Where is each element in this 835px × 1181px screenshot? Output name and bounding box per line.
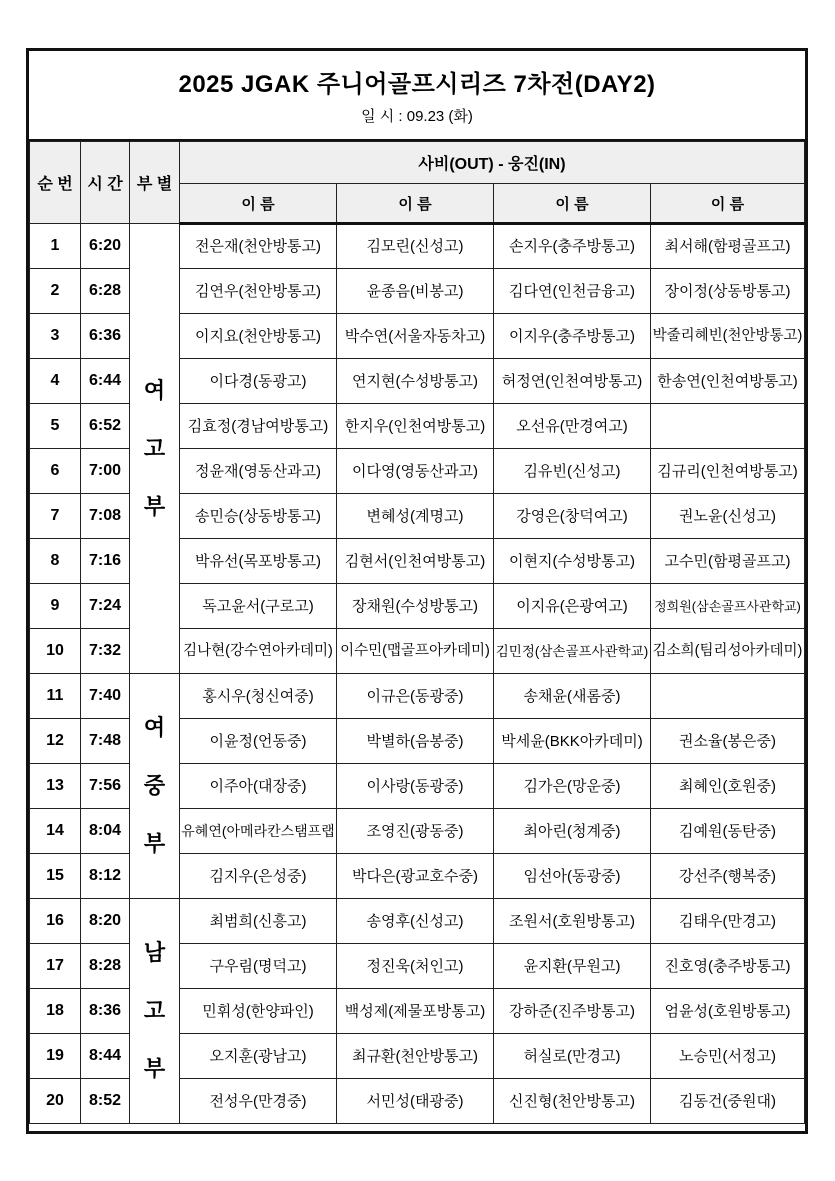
player-cell	[337, 314, 494, 359]
player-name: 김태우(만경고)	[679, 912, 776, 930]
seq-cell: 12	[30, 719, 81, 764]
seq-cell: 6	[30, 449, 81, 494]
player-cell	[651, 404, 805, 449]
player-cell	[180, 224, 337, 269]
player-name: 김현서(인천여방통고)	[344, 552, 486, 570]
player-cell	[494, 899, 651, 944]
division-char: 여	[143, 715, 166, 740]
player-name: 전성우(만경중)	[209, 1092, 307, 1110]
player-cell	[494, 764, 651, 809]
player-cell	[494, 539, 651, 584]
player-cell	[180, 269, 337, 314]
player-name: 김예원(동탄중)	[679, 822, 776, 840]
player-cell	[180, 854, 337, 899]
player-name: 조원서(호원방통고)	[509, 912, 635, 930]
table-row	[30, 224, 805, 269]
seq-cell: 2	[30, 269, 81, 314]
player-name: 김규리(인천여방통고)	[657, 462, 798, 480]
seq-cell: 4	[30, 359, 81, 404]
player-name: 김소희(팀리성아카데미)	[652, 642, 803, 659]
division-char: 여	[143, 377, 166, 403]
player-name: 독고윤서(구로고)	[202, 597, 314, 615]
player-cell	[651, 224, 805, 269]
player-cell	[494, 359, 651, 404]
division-cell-boys-high	[130, 899, 180, 1124]
seq-cell: 10	[30, 629, 81, 674]
time-cell: 6:36	[81, 314, 130, 359]
player-name: 전은재(천안방통고)	[195, 238, 321, 255]
player-name: 홍시우(청신여중)	[202, 687, 314, 705]
player-name: 박별하(음봉중)	[366, 732, 464, 750]
player-cell	[180, 719, 337, 764]
seq-cell: 18	[30, 989, 81, 1034]
table-body	[30, 224, 805, 1124]
player-name: 권노윤(신성고)	[679, 507, 776, 525]
player-cell	[180, 359, 337, 404]
division-char: 고	[143, 998, 166, 1023]
player-name: 정윤재(영동산과고)	[195, 462, 321, 480]
player-cell	[337, 404, 494, 449]
pairing-sheet	[26, 48, 808, 1134]
title-block	[29, 51, 805, 141]
player-cell	[651, 584, 805, 629]
player-cell	[651, 494, 805, 539]
player-name: 김동건(중원대)	[679, 1092, 776, 1110]
player-cell	[494, 944, 651, 989]
player-cell	[494, 719, 651, 764]
player-cell	[494, 809, 651, 854]
player-name: 구우림(명덕고)	[209, 957, 307, 975]
division-char: 부	[143, 493, 166, 519]
player-name: 송채윤(새롬중)	[523, 687, 621, 705]
player-name: 박세윤(BKK아카데미)	[501, 732, 643, 750]
division-char: 남	[143, 940, 166, 965]
player-cell	[180, 989, 337, 1034]
player-name: 송민승(상동방통고)	[195, 507, 321, 525]
player-name: 강영은(창덕여고)	[516, 507, 628, 525]
player-name: 임선아(동광중)	[523, 867, 621, 885]
player-name: 최범희(신흥고)	[209, 912, 307, 930]
player-cell	[651, 944, 805, 989]
player-name: 허정연(인천여방통고)	[501, 372, 643, 390]
player-name: 강선주(행복중)	[679, 867, 776, 885]
seq-cell: 5	[30, 404, 81, 449]
time-cell: 8:20	[81, 899, 130, 944]
header-time: 시 간	[81, 142, 130, 224]
player-name: 최혜인(호원중)	[679, 777, 776, 795]
player-name: 이지우(충주방통고)	[509, 327, 635, 345]
time-cell: 6:52	[81, 404, 130, 449]
time-cell: 8:44	[81, 1034, 130, 1079]
player-name: 변혜성(계명고)	[366, 507, 464, 525]
player-cell	[651, 989, 805, 1034]
header-name-4: 이 름	[651, 184, 805, 224]
header-division: 부 별	[130, 142, 180, 224]
player-cell	[494, 269, 651, 314]
player-name: 김유빈(신성고)	[523, 462, 621, 480]
player-name: 허실로(만경고)	[523, 1047, 621, 1065]
player-cell	[180, 584, 337, 629]
table-row	[30, 899, 805, 944]
seq-cell: 11	[30, 674, 81, 719]
player-name: 박다은(광교호수중)	[352, 867, 478, 885]
player-name: 이사랑(동광중)	[366, 777, 464, 795]
player-name: 정진욱(처인고)	[366, 957, 464, 975]
player-cell	[337, 989, 494, 1034]
player-name: 윤지환(무원고)	[523, 957, 621, 975]
player-name: 오선유(만경여고)	[516, 417, 628, 435]
player-name: 연지현(수성방통고)	[352, 372, 478, 390]
player-cell	[494, 989, 651, 1034]
player-cell	[494, 449, 651, 494]
time-cell: 7:16	[81, 539, 130, 584]
player-name: 최규환(천안방통고)	[352, 1047, 478, 1065]
time-cell: 7:32	[81, 629, 130, 674]
division-cell-girls-high	[130, 224, 180, 674]
player-name: 이지요(천안방통고)	[195, 327, 321, 345]
player-name: 김효정(경남여방통고)	[187, 417, 329, 435]
player-cell	[337, 449, 494, 494]
time-cell: 8:04	[81, 809, 130, 854]
seq-cell: 17	[30, 944, 81, 989]
player-name: 김모린(신성고)	[366, 238, 464, 255]
player-name: 장이정(상동방통고)	[664, 282, 791, 300]
player-cell	[180, 449, 337, 494]
player-cell	[180, 539, 337, 584]
player-cell	[337, 584, 494, 629]
player-cell	[337, 539, 494, 584]
player-name: 김다연(인천금융고)	[509, 282, 635, 300]
time-cell: 7:48	[81, 719, 130, 764]
player-name: 박수연(서울자동차고)	[344, 327, 486, 345]
player-cell	[337, 494, 494, 539]
player-cell	[651, 809, 805, 854]
division-cell-girls-middle	[130, 674, 180, 899]
player-cell	[651, 674, 805, 719]
division-char: 중	[143, 773, 166, 798]
player-cell	[337, 944, 494, 989]
player-cell	[494, 404, 651, 449]
header-seq: 순 번	[30, 142, 81, 224]
player-name: 이지유(은광여고)	[516, 597, 628, 615]
seq-cell: 20	[30, 1079, 81, 1124]
player-name: 백성제(제물포방통고)	[344, 1002, 486, 1020]
player-name: 강하준(진주방통고)	[509, 1002, 635, 1020]
player-cell	[651, 764, 805, 809]
player-cell	[651, 314, 805, 359]
player-cell	[337, 764, 494, 809]
player-cell	[337, 674, 494, 719]
division-label	[130, 379, 179, 519]
player-name: 진호영(충주방통고)	[664, 957, 791, 975]
page-title: 2025 JGAK 주니어골프시리즈 7차전(DAY2)	[178, 71, 656, 98]
division-char: 부	[143, 831, 166, 856]
player-name: 김민정(삼손골프사관학교)	[495, 643, 649, 659]
player-cell	[337, 809, 494, 854]
player-name: 이주아(대장중)	[209, 777, 307, 795]
time-cell: 8:12	[81, 854, 130, 899]
header-course: 사비(OUT) - 웅진(IN)	[180, 142, 805, 184]
player-name: 권소율(봉은중)	[679, 732, 776, 750]
time-cell: 6:28	[81, 269, 130, 314]
player-name: 이수민(맵골프아카데미)	[340, 642, 490, 659]
table-row	[30, 674, 805, 719]
player-name: 노승민(서정고)	[679, 1047, 776, 1065]
player-cell	[651, 449, 805, 494]
table-header	[30, 142, 805, 224]
player-cell	[180, 674, 337, 719]
player-name: 이다경(동광고)	[209, 372, 307, 390]
seq-cell: 7	[30, 494, 81, 539]
time-cell: 7:40	[81, 674, 130, 719]
player-name: 손지우(충주방통고)	[509, 238, 635, 255]
seq-cell: 1	[30, 224, 81, 269]
player-name: 엄윤성(호원방통고)	[664, 1002, 791, 1020]
time-cell: 8:52	[81, 1079, 130, 1124]
time-cell: 6:44	[81, 359, 130, 404]
player-cell	[180, 494, 337, 539]
player-cell	[337, 1079, 494, 1124]
time-cell: 7:24	[81, 584, 130, 629]
player-name: 박줄리혜빈(천안방통고)	[652, 327, 803, 344]
seq-cell: 9	[30, 584, 81, 629]
player-cell	[337, 1034, 494, 1079]
player-name: 김지우(은성중)	[209, 867, 307, 885]
header-row-course	[30, 142, 805, 184]
time-cell: 8:36	[81, 989, 130, 1034]
player-cell	[337, 899, 494, 944]
player-cell	[337, 224, 494, 269]
player-name: 이현지(수성방통고)	[509, 552, 635, 570]
player-name: 신진형(천안방통고)	[509, 1092, 635, 1110]
player-cell	[180, 629, 337, 674]
event-date: 일 시 : 09.23 (화)	[361, 108, 473, 125]
time-cell: 8:28	[81, 944, 130, 989]
player-name: 최아린(청계중)	[523, 822, 621, 840]
player-cell	[337, 269, 494, 314]
player-name: 송영후(신성고)	[366, 912, 464, 930]
player-cell	[651, 359, 805, 404]
player-name: 김가은(망운중)	[523, 777, 621, 795]
player-cell	[494, 584, 651, 629]
player-cell	[494, 224, 651, 269]
player-cell	[494, 629, 651, 674]
player-name: 장채원(수성방통고)	[352, 597, 478, 615]
player-name: 정희원(삼손골프사관학교)	[654, 598, 801, 614]
player-name: 김나현(강수연아카데미)	[183, 642, 333, 659]
player-cell	[180, 899, 337, 944]
seq-cell: 15	[30, 854, 81, 899]
player-cell	[651, 719, 805, 764]
player-cell	[180, 809, 337, 854]
time-cell: 6:20	[81, 224, 130, 269]
seq-cell: 8	[30, 539, 81, 584]
player-cell	[494, 674, 651, 719]
player-cell	[651, 1034, 805, 1079]
player-cell	[180, 314, 337, 359]
player-name: 유혜연(아메라칸스탬프랩	[181, 822, 335, 839]
player-name: 김연우(천안방통고)	[195, 282, 321, 300]
header-name-1: 이 름	[180, 184, 337, 224]
player-cell	[651, 269, 805, 314]
player-name: 고수민(함평골프고)	[664, 552, 791, 570]
time-cell: 7:56	[81, 764, 130, 809]
player-name: 한송연(인천여방통고)	[657, 372, 798, 390]
player-cell	[651, 539, 805, 584]
player-cell	[180, 1079, 337, 1124]
seq-cell: 16	[30, 899, 81, 944]
player-cell	[337, 854, 494, 899]
time-cell: 7:00	[81, 449, 130, 494]
player-cell	[337, 629, 494, 674]
time-cell: 7:08	[81, 494, 130, 539]
seq-cell: 19	[30, 1034, 81, 1079]
seq-cell: 13	[30, 764, 81, 809]
player-name: 윤종음(비봉고)	[366, 282, 464, 300]
player-name: 이윤정(언동중)	[209, 732, 307, 750]
player-cell	[494, 854, 651, 899]
header-name-2: 이 름	[337, 184, 494, 224]
seq-cell: 3	[30, 314, 81, 359]
player-name: 조영진(광동중)	[366, 822, 464, 840]
player-cell	[180, 404, 337, 449]
player-name: 오지훈(광남고)	[209, 1047, 307, 1065]
player-name: 서민성(태광중)	[366, 1092, 464, 1110]
player-name: 한지우(인천여방통고)	[344, 417, 486, 435]
player-cell	[337, 719, 494, 764]
player-name: 민휘성(한양파인)	[202, 1002, 314, 1020]
player-cell	[180, 764, 337, 809]
player-name: 이규은(동광중)	[366, 687, 464, 705]
player-cell	[651, 1079, 805, 1124]
player-cell	[494, 1079, 651, 1124]
player-name: 박유선(목포방통고)	[195, 552, 321, 570]
division-label	[130, 716, 179, 856]
player-cell	[180, 944, 337, 989]
division-label	[130, 941, 179, 1081]
player-cell	[494, 314, 651, 359]
player-cell	[651, 854, 805, 899]
player-cell	[651, 629, 805, 674]
division-char: 고	[143, 435, 166, 461]
player-name: 최서해(함평골프고)	[664, 238, 791, 255]
roster-table	[29, 141, 805, 1124]
division-char: 부	[143, 1056, 166, 1081]
player-name: 이다영(영동산과고)	[352, 462, 478, 480]
player-cell	[494, 1034, 651, 1079]
seq-cell: 14	[30, 809, 81, 854]
player-cell	[180, 1034, 337, 1079]
player-cell	[494, 494, 651, 539]
header-name-3: 이 름	[494, 184, 651, 224]
player-cell	[651, 899, 805, 944]
player-cell	[337, 359, 494, 404]
